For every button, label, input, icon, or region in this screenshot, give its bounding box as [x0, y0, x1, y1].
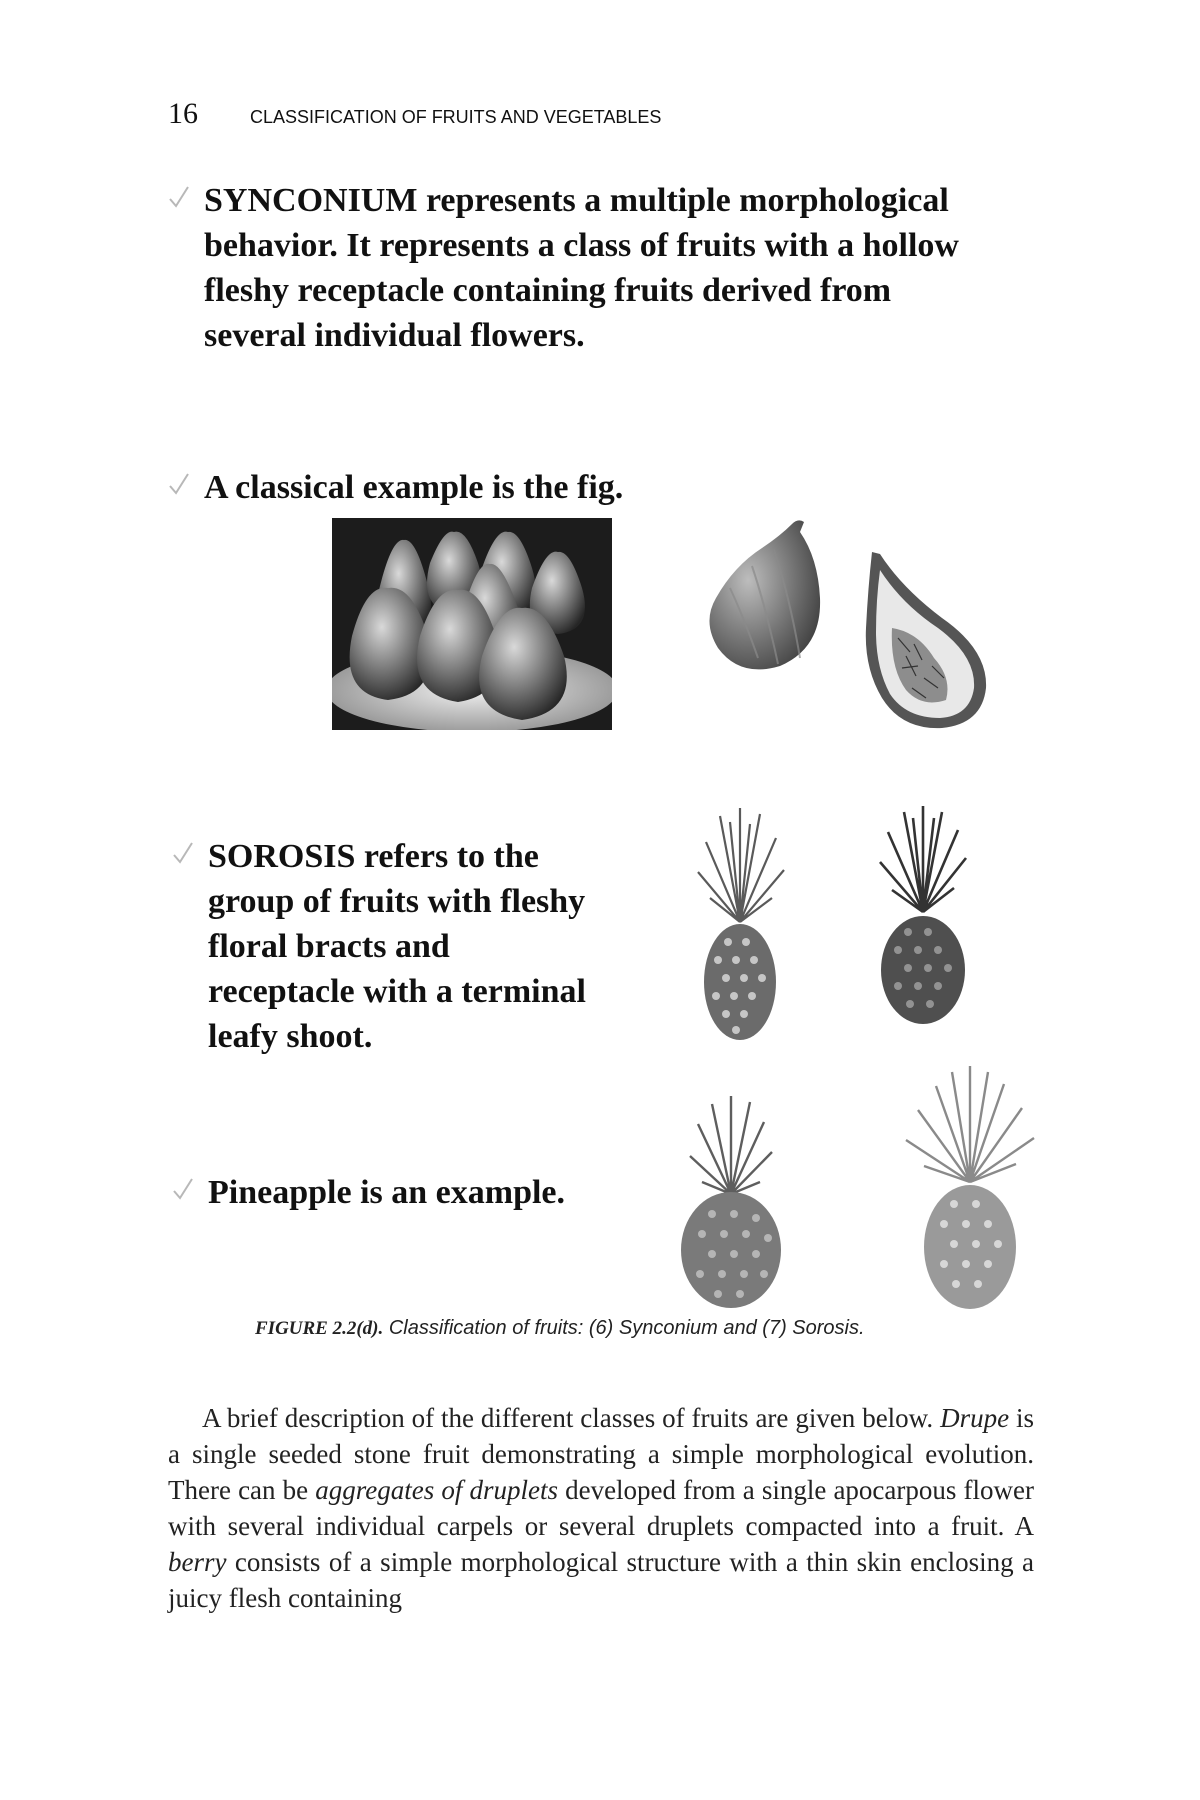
body-text: developed from a single apocarpous flower with several individual carpels or several druplets compacted into a fruit. A: [168, 1475, 1034, 1541]
bullet-text: A classical example is the fig.: [204, 469, 624, 506]
page-number: 16: [168, 97, 198, 130]
bullet-text: Pineapple is an example.: [208, 1174, 566, 1211]
pineapple-image-3: [672, 1090, 790, 1310]
checkmark-icon: [168, 184, 190, 210]
body-paragraph: [168, 1400, 1034, 1616]
body-text: is a single seeded stone fruit demonstrating a simple morphological evolution. There can be: [168, 1403, 1035, 1505]
body-text: consists of a simple morphological structure with a thin skin enclosing a juicy flesh containing: [168, 1547, 1034, 1613]
pineapple-image-1: [690, 802, 790, 1042]
figure-caption-text: Classification of fruits: (6) Synconium and (7) Sorosis.: [383, 1317, 865, 1339]
bullet-text: SYNCONIUM represents a multiple morphological behavior. It represents a class of fruits with a hollow fleshy receptacle containing fruits derived from several individual flowers.: [204, 182, 959, 354]
pineapple-image-4: [900, 1062, 1040, 1312]
term-berry: berry: [168, 1547, 227, 1577]
running-head-title: CLASSIFICATION OF FRUITS AND VEGETABLES: [250, 107, 662, 127]
checkmark-icon: [172, 1176, 194, 1202]
halved-fig-image: [862, 548, 992, 730]
figure-caption: [255, 1315, 1055, 1342]
term-drupe: Drupe: [940, 1403, 1010, 1433]
term-aggregates-of-druplets: aggregates of druplets: [315, 1475, 558, 1505]
bullet-text: SOROSIS refers to the group of fruits with fleshy floral bracts and receptacle with a terminal leafy shoot.: [208, 838, 586, 1055]
checkmark-icon: [168, 471, 190, 497]
pineapple-image-2: [868, 802, 978, 1027]
figure-label: FIGURE 2.2(d).: [255, 1318, 384, 1339]
checkmark-icon: [172, 840, 194, 866]
whole-fig-image: [700, 518, 830, 673]
body-text: A brief description of the different classes of fruits are given below.: [202, 1403, 941, 1433]
figs-in-bowl-image: [332, 518, 612, 730]
